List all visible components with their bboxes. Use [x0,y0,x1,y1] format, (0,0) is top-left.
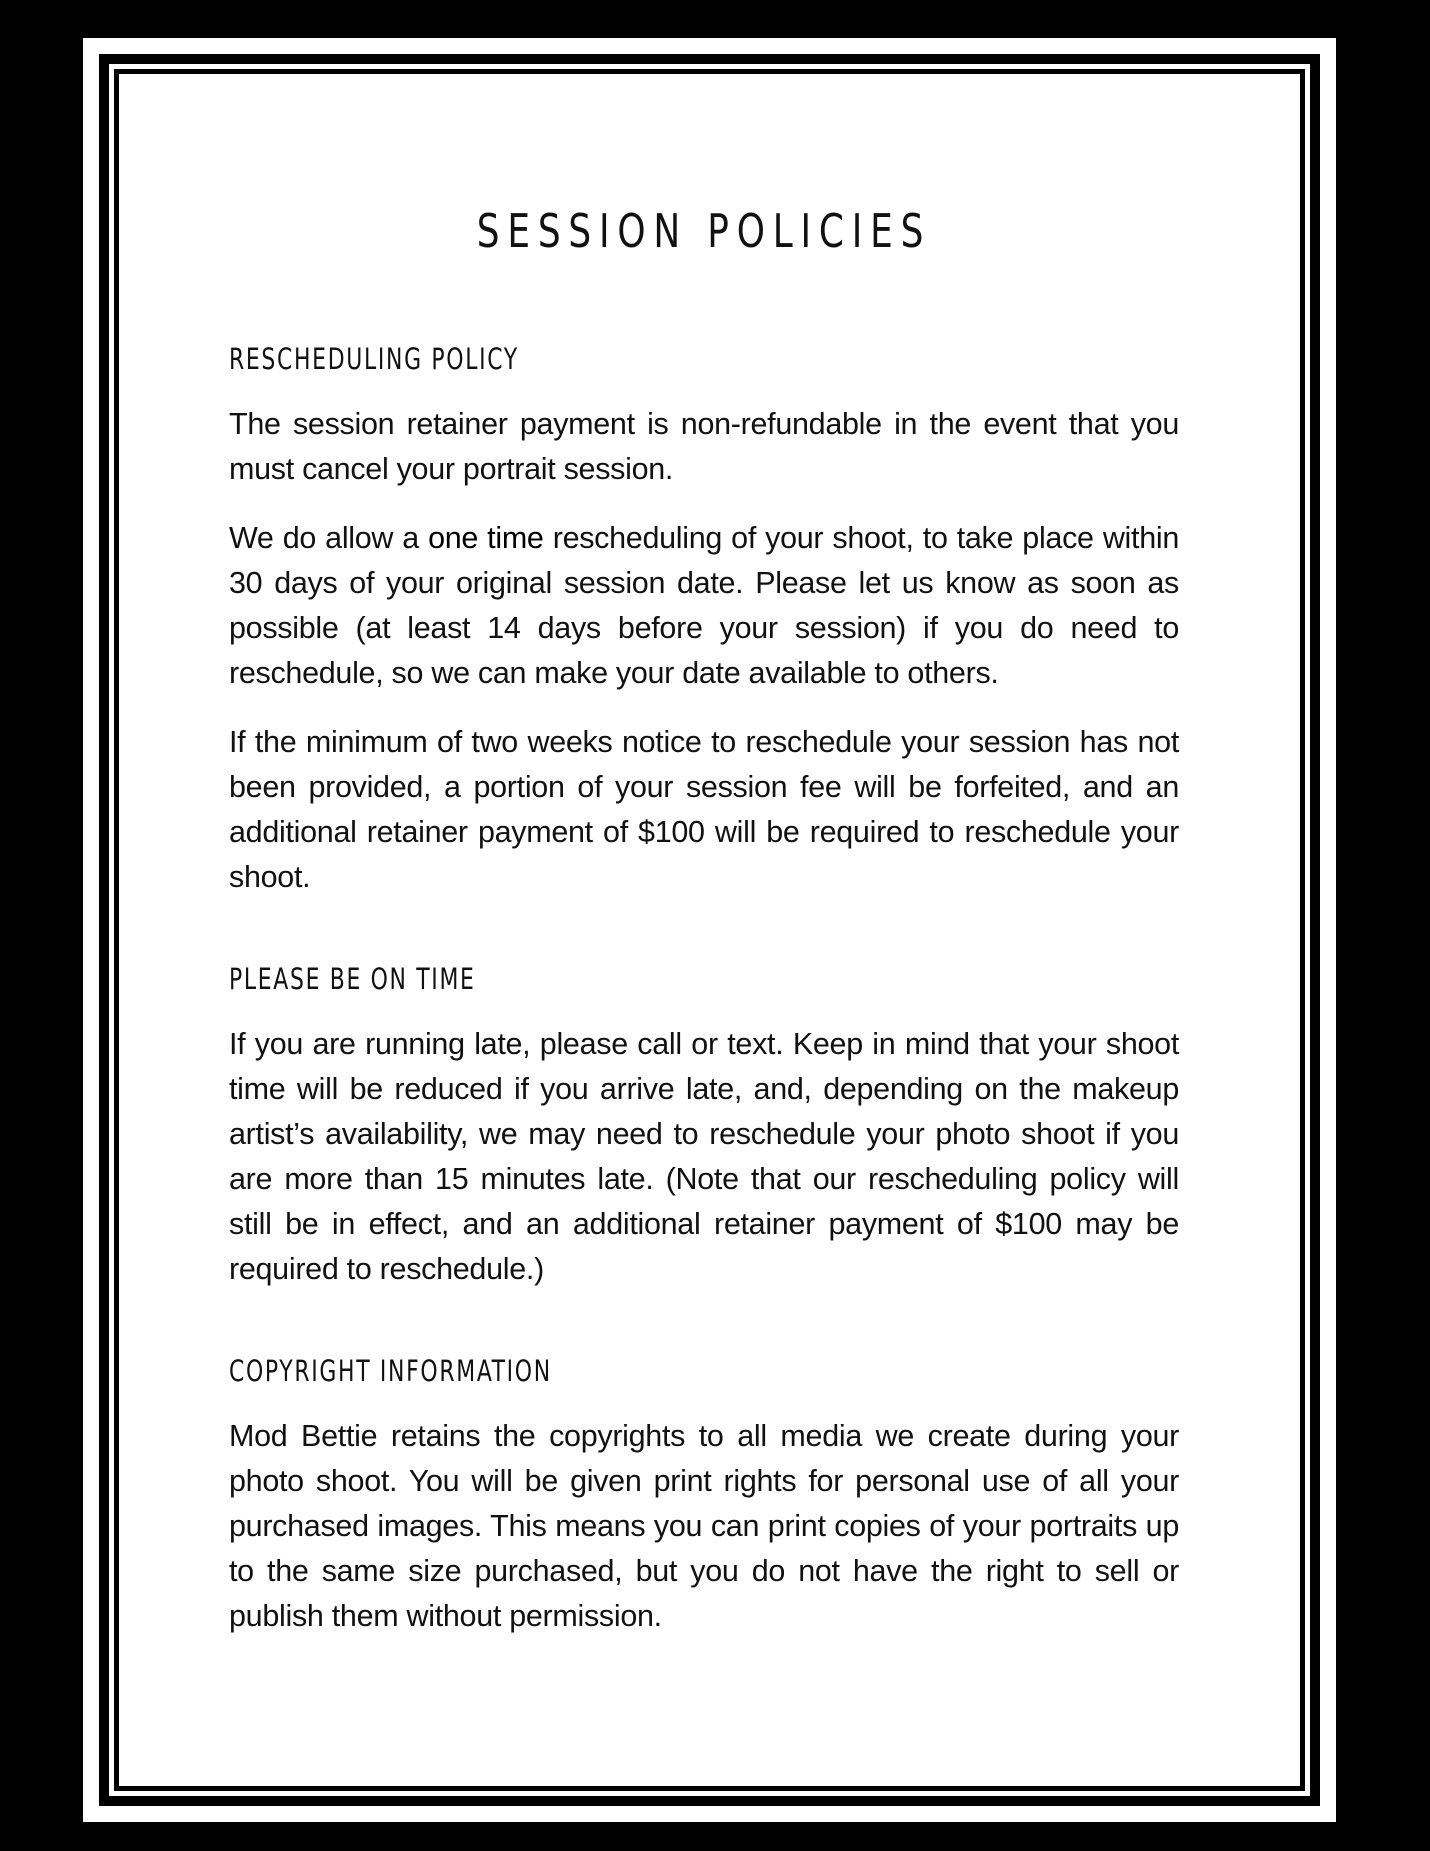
section-copyright-information [229,1354,1179,1639]
paragraph: If the minimum of two weeks notice to reschedule your session has not been provided, a portion of your session fee will be forfeited, and an additional retainer payment of $100 will be required to reschedule your shoot. [229,725,1179,894]
page-title: SESSION POLICIES [476,204,932,258]
section-please-be-on-time [229,962,1179,1292]
paragraph [229,516,1179,696]
paragraph: If you are running late, please call or text. Keep in mind that your shoot time will be reduced if you arrive late, and, depending on the makeup artist’s availability, we may need to reschedule your photo shoot if you are more than 15 minutes late. (Note that our rescheduling policy will still be in effect, and an additional retainer payment of $100 may be required to reschedule.) [229,1027,1179,1286]
section-heading: PLEASE BE ON TIME [229,962,476,996]
document-content [229,204,1179,1663]
paragraph-text: rescheduling of your shoot, to take place within 30 days of your original session date. Please let us know as soon as possible (at least 14 days before your session) if you do need to reschedule, so we can make your date available to others. [229,521,1179,690]
section-heading: RESCHEDULING POLICY [229,342,519,376]
emphasis-text: one time [428,521,544,555]
paragraph-text: We do allow a [229,521,429,555]
document-page [83,38,1336,1822]
paragraph: Mod Bettie retains the copyrights to all media we create during your photo shoot. You will be given print rights for personal use of all your purchased images. This means you can print copies of your portraits up to the same size purchased, but you do not have the right to sell or publish them without permission. [229,1419,1179,1633]
section-heading: COPYRIGHT INFORMATION [229,1354,552,1388]
paragraph: The session retainer payment is non-refundable in the event that you must cancel your portrait session. [229,407,1179,486]
section-rescheduling-policy [229,342,1179,900]
